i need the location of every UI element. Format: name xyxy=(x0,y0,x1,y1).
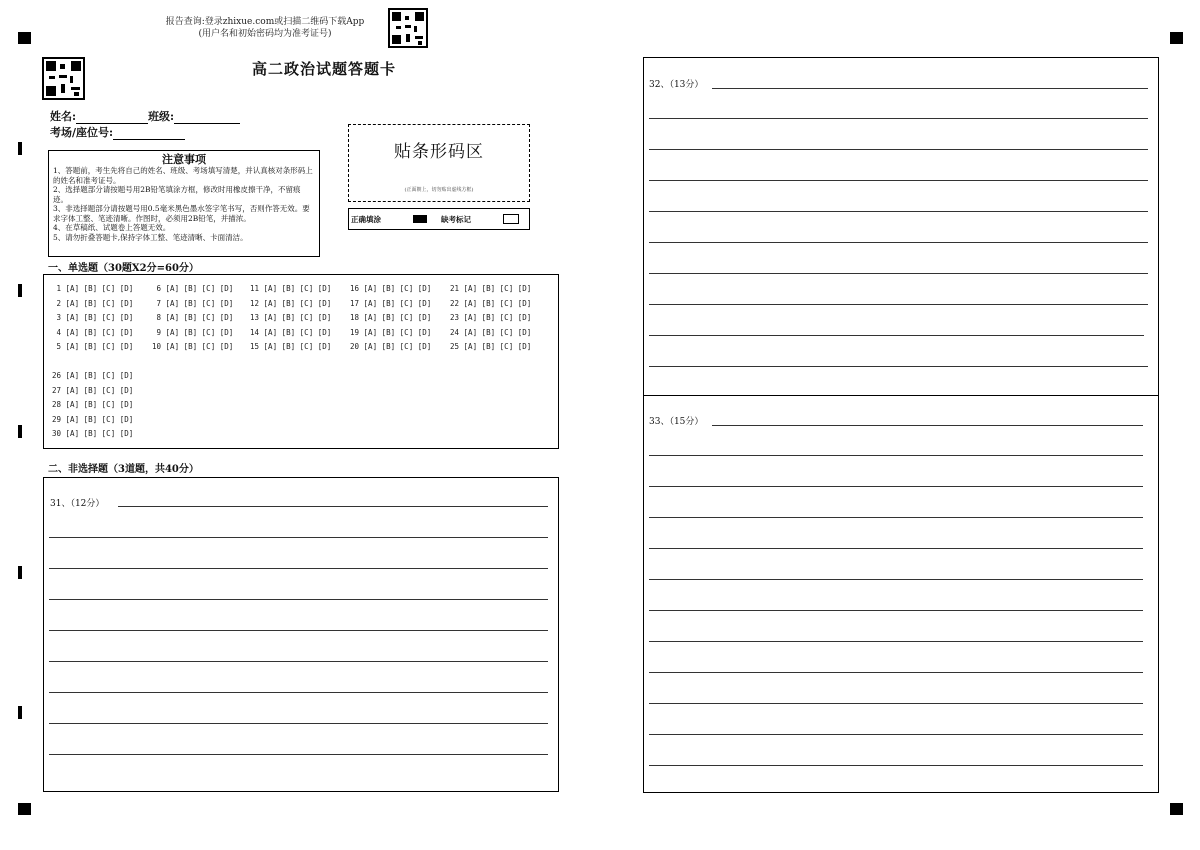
q33-line[interactable] xyxy=(649,734,1143,735)
correct-fill-sample xyxy=(413,215,427,223)
q31-line[interactable] xyxy=(49,568,548,569)
q31-line[interactable] xyxy=(118,506,548,507)
choice-item-23[interactable]: 23 [A] [B] [C] [D] xyxy=(450,313,532,323)
barcode-area xyxy=(348,124,530,202)
timing-mark-3 xyxy=(18,425,22,438)
q31-line[interactable] xyxy=(49,630,548,631)
q33-line[interactable] xyxy=(649,672,1143,673)
notice-item-2: 2、选择题部分请按题号用2B铅笔填涂方框，修改时用橡皮擦干净，不留痕迹。 xyxy=(53,185,301,204)
q31-label: 31、（12分） xyxy=(50,499,105,509)
choice-item-22[interactable]: 22 [A] [B] [C] [D] xyxy=(450,298,532,308)
q33-line[interactable] xyxy=(649,641,1143,642)
name-label: 姓名: xyxy=(50,110,77,123)
q32-q33-divider xyxy=(643,395,1159,396)
barcode-subtitle: (正面朝上，切勿贴出虚线方框) xyxy=(404,187,474,193)
registration-mark-bottom-right xyxy=(1170,803,1183,815)
choice-item-11[interactable]: 11 [A] [B] [C] [D] xyxy=(250,284,332,293)
registration-mark-top-right xyxy=(1170,32,1183,44)
q33-line[interactable] xyxy=(649,610,1143,611)
choice-item-15[interactable]: 15 [A] [B] [C] [D] xyxy=(250,342,332,352)
choice-item-14[interactable]: 14 [A] [B] [C] [D] xyxy=(250,327,332,337)
qr-code-icon xyxy=(388,8,428,48)
q33-line[interactable] xyxy=(649,703,1143,704)
choice-item-24[interactable]: 24 [A] [B] [C] [D] xyxy=(450,327,532,337)
timing-mark-4 xyxy=(18,566,22,579)
fill-legend xyxy=(348,208,530,230)
q32-line[interactable] xyxy=(649,273,1148,274)
name-field[interactable] xyxy=(76,111,148,124)
q32-line[interactable] xyxy=(649,242,1148,243)
q31-line[interactable] xyxy=(49,723,548,724)
choice-item-25[interactable]: 25 [A] [B] [C] [D] xyxy=(450,342,532,352)
q32-line[interactable] xyxy=(649,366,1148,367)
choice-item-17[interactable]: 17 [A] [B] [C] [D] xyxy=(350,298,432,308)
q31-line[interactable] xyxy=(49,754,548,755)
choice-item-28[interactable]: 28 [A] [B] [C] [D] xyxy=(52,400,134,409)
q31-line[interactable] xyxy=(49,692,548,693)
choice-item-30[interactable]: 30 [A] [B] [C] [D] xyxy=(52,429,134,438)
choice-item-7[interactable]: 7 [A] [B] [C] [D] xyxy=(152,298,234,308)
name-class-row xyxy=(50,108,240,124)
registration-mark-top-left xyxy=(18,32,31,44)
q33-line[interactable] xyxy=(712,425,1143,426)
q33-label: 33、（15分） xyxy=(649,417,704,427)
notice-box xyxy=(48,150,320,257)
q31-line[interactable] xyxy=(49,661,548,662)
q31-answer-box xyxy=(43,477,559,792)
choice-item-10[interactable]: 10 [A] [B] [C] [D] xyxy=(152,342,234,352)
notice-item-3: 3、非选择题部分请按题号用0.5毫米黑色墨水签字笔书写，否则作答无效。要求字体工整、笔迹清晰。作图时，必须用2B铅笔，并描浓。 xyxy=(53,204,310,223)
choice-item-20[interactable]: 20 [A] [B] [C] [D] xyxy=(350,342,432,352)
notice-title: 注意事项 xyxy=(162,153,206,166)
choice-item-29[interactable]: 29 [A] [B] [C] [D] xyxy=(52,414,134,424)
absent-mark-label: 缺考标记 xyxy=(441,215,471,224)
q32-line[interactable] xyxy=(649,118,1148,119)
choice-item-13[interactable]: 13 [A] [B] [C] [D] xyxy=(250,313,332,323)
choice-item-5[interactable]: 5 [A] [B] [C] [D] xyxy=(52,342,134,352)
page-title: 高二政治试题答题卡 xyxy=(252,60,397,78)
q32-line[interactable] xyxy=(649,211,1148,212)
section2-title: 二、非选择题（3道题，共40分） xyxy=(48,464,199,475)
header-notice-line1: 报告查询:登录zhixue.com或扫描二维码下载App xyxy=(165,17,365,27)
choice-item-16[interactable]: 16 [A] [B] [C] [D] xyxy=(350,284,432,293)
choice-item-3[interactable]: 3 [A] [B] [C] [D] xyxy=(52,313,134,323)
timing-mark-1 xyxy=(18,142,22,155)
notice-item-4: 4、在草稿纸、试题卷上答题无效。 xyxy=(53,223,171,232)
choice-item-9[interactable]: 9 [A] [B] [C] [D] xyxy=(152,327,234,337)
notice-item-5: 5、请勿折叠答题卡,保持字体工整、笔迹清晰、卡面清洁。 xyxy=(53,232,248,242)
timing-mark-5 xyxy=(18,706,22,719)
section1-title: 一、单选题（30题X2分=60分） xyxy=(48,263,199,274)
choice-item-18[interactable]: 18 [A] [B] [C] [D] xyxy=(350,313,432,323)
q31-line[interactable] xyxy=(49,537,548,538)
q33-line[interactable] xyxy=(649,486,1143,487)
q32-line[interactable] xyxy=(712,88,1148,89)
choice-item-21[interactable]: 21 [A] [B] [C] [D] xyxy=(450,284,532,293)
q33-line[interactable] xyxy=(649,548,1143,549)
notice-item-1: 1、答题前，考生先将自己的姓名、班级、考场填写清楚，并认真核对条形码上的姓名和准考证号。 xyxy=(53,166,313,185)
qr-code-icon xyxy=(42,57,85,100)
header-notice xyxy=(160,16,370,40)
correct-fill-label: 正确填涂 xyxy=(351,215,381,224)
q32-line[interactable] xyxy=(649,335,1144,336)
q32-line[interactable] xyxy=(649,149,1148,150)
header-notice-line2: (用户名和初始密码均为准考证号) xyxy=(198,29,332,39)
choice-item-19[interactable]: 19 [A] [B] [C] [D] xyxy=(350,327,432,337)
class-field[interactable] xyxy=(174,111,240,124)
choice-item-26[interactable]: 26 [A] [B] [C] [D] xyxy=(52,371,134,380)
absent-mark-checkbox[interactable] xyxy=(503,214,519,224)
timing-mark-2 xyxy=(18,284,22,297)
choice-item-6[interactable]: 6 [A] [B] [C] [D] xyxy=(152,284,234,293)
class-label: 班级: xyxy=(148,110,175,123)
choice-item-4[interactable]: 4 [A] [B] [C] [D] xyxy=(52,327,134,337)
seat-label: 考场/座位号: xyxy=(50,126,114,139)
seat-field[interactable] xyxy=(113,127,185,140)
q33-line[interactable] xyxy=(649,579,1143,580)
q32-line[interactable] xyxy=(649,304,1148,305)
choice-item-12[interactable]: 12 [A] [B] [C] [D] xyxy=(250,298,332,308)
q33-line[interactable] xyxy=(649,517,1143,518)
choice-item-8[interactable]: 8 [A] [B] [C] [D] xyxy=(152,313,234,323)
seat-row xyxy=(50,124,185,140)
q33-line[interactable] xyxy=(649,455,1143,456)
q32-label: 32、（13分） xyxy=(649,80,704,90)
q32-line[interactable] xyxy=(649,180,1148,181)
q33-line[interactable] xyxy=(649,765,1143,766)
registration-mark-bottom-left xyxy=(18,803,31,815)
choice-item-2[interactable]: 2 [A] [B] [C] [D] xyxy=(52,298,134,308)
barcode-title: 贴条形码区 xyxy=(394,142,484,162)
choice-item-1[interactable]: 1 [A] [B] [C] [D] xyxy=(52,284,134,293)
q31-line[interactable] xyxy=(49,599,548,600)
choice-item-27[interactable]: 27 [A] [B] [C] [D] xyxy=(52,385,134,395)
